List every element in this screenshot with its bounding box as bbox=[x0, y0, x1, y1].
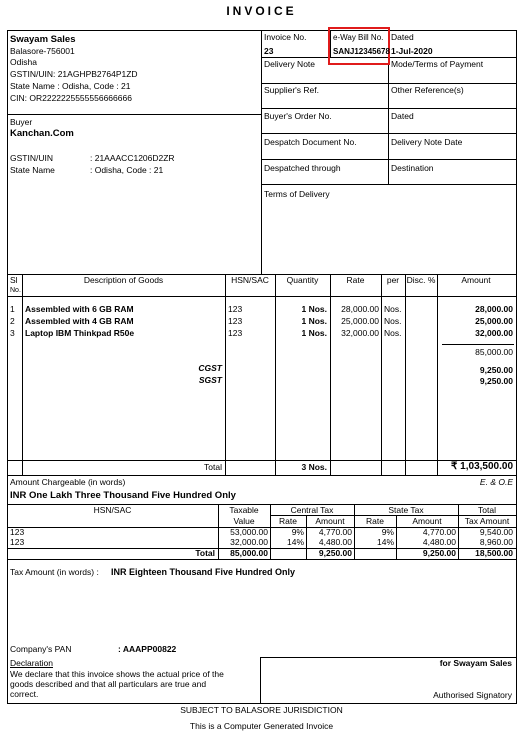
item-rate: 32,000.00 bbox=[341, 328, 379, 338]
col-qty: Quantity bbox=[286, 275, 319, 285]
subtotal: 85,000.00 bbox=[475, 347, 513, 357]
computer-generated-note: This is a Computer Generated Invoice bbox=[189, 721, 334, 731]
total-qty: 3 Nos. bbox=[301, 462, 327, 472]
tax-col-s-amount: Amount bbox=[412, 516, 442, 526]
item-desc: Assembled with 4 GB RAM bbox=[25, 316, 134, 326]
col-hsn: HSN/SAC bbox=[231, 275, 269, 285]
buyer-order: Buyer's Order No. bbox=[264, 111, 332, 121]
tax-col-total-2: Tax Amount bbox=[464, 516, 510, 526]
item-hsn: 123 bbox=[228, 316, 243, 326]
declaration-label: Declaration bbox=[10, 658, 53, 668]
tax-c-amt: 4,770.00 bbox=[318, 527, 352, 537]
tax-total-taxable: 85,000.00 bbox=[230, 548, 268, 558]
tax-total-total: 18,500.00 bbox=[475, 548, 513, 558]
item-per: Nos. bbox=[384, 328, 402, 338]
tax-c-amt: 4,480.00 bbox=[318, 537, 352, 547]
total-amount: ₹ 1,03,500.00 bbox=[451, 461, 513, 472]
dated-label: Dated bbox=[391, 32, 414, 42]
tax-taxable: 32,000.00 bbox=[230, 537, 268, 547]
declaration-line-1: We declare that this invoice shows the actual price of the bbox=[10, 669, 224, 679]
tax-col-c-amount: Amount bbox=[315, 516, 345, 526]
seller-cin: CIN: OR2222225555556666666 bbox=[10, 93, 132, 103]
tax-hsn: 123 bbox=[10, 527, 25, 537]
tax-col-taxable-2: Value bbox=[233, 516, 255, 526]
buyer-state-label: State Name bbox=[10, 165, 55, 175]
tax-words: INR Eighteen Thousand Five Hundred Only bbox=[111, 567, 296, 577]
mode-terms: Mode/Terms of Payment bbox=[391, 59, 484, 69]
col-amount: Amount bbox=[461, 275, 491, 285]
tax-s-amt: 4,770.00 bbox=[422, 527, 456, 537]
tax-total-s-amt: 9,250.00 bbox=[422, 548, 456, 558]
tax-col-central: Central Tax bbox=[290, 505, 334, 515]
jurisdiction: SUBJECT TO BALASORE JURISDICTION bbox=[180, 705, 343, 715]
cgst-label: CGST bbox=[198, 363, 222, 373]
tax-col-state: State Tax bbox=[388, 505, 424, 515]
item-sl: 2 bbox=[10, 316, 15, 326]
dated-value: 1-Jul-2020 bbox=[391, 46, 433, 56]
tax-total-label: Total bbox=[195, 548, 215, 558]
col-no: No. bbox=[10, 287, 21, 294]
despatched-through: Despatched through bbox=[264, 163, 341, 173]
dated-2: Dated bbox=[391, 111, 414, 121]
pan-label: Company's PAN bbox=[10, 644, 72, 654]
pan-value: : AAAPP00822 bbox=[118, 644, 177, 654]
col-per: per bbox=[386, 275, 400, 285]
col-desc: Description of Goods bbox=[83, 275, 164, 285]
supplier-ref: Supplier's Ref. bbox=[264, 85, 320, 95]
tax-s-rate: 9% bbox=[381, 527, 394, 537]
item-sl: 3 bbox=[10, 328, 15, 338]
tax-total: 9,540.00 bbox=[479, 527, 513, 537]
invoice-no-label: Invoice No. bbox=[264, 32, 307, 42]
declaration-line-2: goods described and that all particulars are true and bbox=[10, 679, 207, 689]
tax-col-total-1: Total bbox=[478, 505, 496, 515]
tax-s-rate: 14% bbox=[376, 537, 394, 547]
buyer-state-value: : Odisha, Code : 21 bbox=[90, 165, 164, 175]
item-qty: 1 Nos. bbox=[301, 304, 327, 314]
item-qty: 1 Nos. bbox=[301, 316, 327, 326]
amount-words: INR One Lakh Three Thousand Five Hundred Only bbox=[10, 490, 236, 501]
seller-address-1: Balasore-756001 bbox=[10, 46, 75, 56]
buyer-name: Kanchan.Com bbox=[10, 128, 74, 139]
item-qty: 1 Nos. bbox=[301, 328, 327, 338]
tax-c-rate: 14% bbox=[286, 537, 304, 547]
destination: Destination bbox=[391, 163, 434, 173]
item-rate: 28,000.00 bbox=[341, 304, 379, 314]
item-hsn: 123 bbox=[228, 304, 243, 314]
terms-delivery: Terms of Delivery bbox=[264, 189, 330, 199]
amount-words-label: Amount Chargeable (in words) bbox=[10, 477, 126, 487]
item-amount: 28,000.00 bbox=[475, 304, 513, 314]
seller-state: State Name : Odisha, Code : 21 bbox=[10, 81, 131, 91]
tax-total-c-amt: 9,250.00 bbox=[318, 548, 352, 558]
tax-taxable: 53,000.00 bbox=[230, 527, 268, 537]
item-sl: 1 bbox=[10, 304, 15, 314]
tax-col-s-rate: Rate bbox=[366, 516, 384, 526]
buyer-gstin-label: GSTIN/UIN bbox=[10, 153, 53, 163]
tax-col-taxable-1: Taxable bbox=[229, 505, 259, 515]
cgst-amount: 9,250.00 bbox=[479, 365, 513, 375]
tax-words-label: Tax Amount (in words) : bbox=[10, 567, 99, 577]
declaration-line-3: correct. bbox=[10, 689, 39, 699]
item-amount: 32,000.00 bbox=[475, 328, 513, 338]
for-company: for Swayam Sales bbox=[439, 658, 512, 668]
delivery-note: Delivery Note bbox=[264, 59, 316, 69]
seller-address-2: Odisha bbox=[10, 57, 37, 67]
item-rate: 25,000.00 bbox=[341, 316, 379, 326]
tax-c-rate: 9% bbox=[291, 527, 304, 537]
invoice-title: INVOICE bbox=[226, 4, 297, 18]
buyer-label: Buyer bbox=[10, 117, 33, 127]
col-disc: Disc. % bbox=[406, 275, 436, 285]
total-label: Total bbox=[204, 462, 222, 472]
eway-value: SANJ12345678 bbox=[333, 47, 390, 56]
item-desc: Laptop IBM Thinkpad R50e bbox=[25, 328, 135, 338]
despatch-doc: Despatch Document No. bbox=[264, 137, 357, 147]
tax-total: 8,960.00 bbox=[479, 537, 513, 547]
item-per: Nos. bbox=[384, 304, 402, 314]
tax-hsn: 123 bbox=[10, 537, 25, 547]
eoe: E. & O.E bbox=[479, 477, 513, 487]
item-per: Nos. bbox=[384, 316, 402, 326]
col-sl: Sl bbox=[10, 275, 18, 285]
buyer-gstin-value: : 21AAACC1206D2ZR bbox=[90, 153, 175, 163]
item-hsn: 123 bbox=[228, 328, 243, 338]
item-amount: 25,000.00 bbox=[475, 316, 513, 326]
seller-name: Swayam Sales bbox=[10, 34, 76, 45]
tax-s-amt: 4,480.00 bbox=[422, 537, 456, 547]
sgst-amount: 9,250.00 bbox=[479, 376, 513, 386]
seller-gstin: GSTIN/UIN: 21AGHPB2764P1ZD bbox=[10, 69, 138, 79]
delivery-note-date: Delivery Note Date bbox=[391, 137, 463, 147]
tax-col-c-rate: Rate bbox=[279, 516, 297, 526]
invoice-no: 23 bbox=[264, 46, 274, 56]
authorised-signatory: Authorised Signatory bbox=[433, 690, 512, 700]
col-rate: Rate bbox=[346, 275, 365, 285]
sgst-label: SGST bbox=[198, 375, 222, 385]
tax-col-hsn: HSN/SAC bbox=[93, 505, 132, 515]
other-ref: Other Reference(s) bbox=[391, 85, 464, 95]
eway-label: e-Way Bill No. bbox=[333, 33, 384, 42]
item-desc: Assembled with 6 GB RAM bbox=[25, 304, 134, 314]
